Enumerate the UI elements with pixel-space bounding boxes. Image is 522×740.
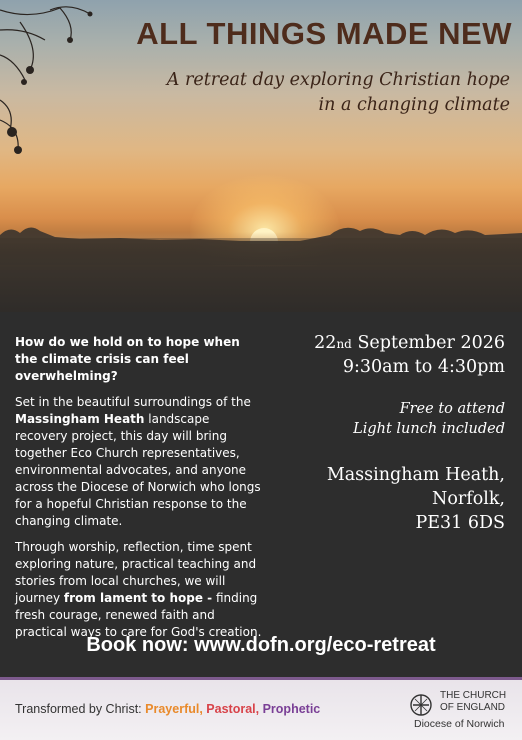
venue-highlight: Massingham Heath [15,412,145,426]
org-line: OF ENGLAND [440,702,506,713]
pricing-info [270,399,505,439]
booking-link[interactable]: Book now: www.dofn.org/eco-retreat [86,634,436,656]
info-panel [0,312,522,677]
tagline-prayerful: Prayerful, [145,702,203,716]
journey-paragraph [15,539,265,641]
description-column [15,334,265,641]
footer [0,677,522,740]
date-day: 22 [314,333,337,353]
diocese-name: Diocese of Norwich [414,718,505,730]
tagline-prefix: Transformed by Christ: [15,702,146,716]
org-line: THE CHURCH [440,690,507,701]
venue-line: PE31 6DS [415,513,505,533]
dark-field [0,238,522,312]
venue-address [270,463,505,535]
text-run: Set in the beautiful surroundings of the [15,395,251,409]
page-subtitle [120,68,510,118]
event-time: 9:30am to 4:30pm [342,357,505,377]
tagline-pastoral: Pastoral, [206,702,260,716]
event-date [270,332,505,356]
text-run: finding fresh courage, renewed faith and practical ways to care for God's creation. [15,591,262,639]
date-month-year: September 2026 [351,333,505,353]
church-cross-icon [410,692,432,718]
tagline-prophetic: Prophetic [262,702,321,716]
text-run: landscape recovery project, this day will bring together Eco Church representatives, environmental advocates, and anyone across the Diocese of Norwich who longs for a hopeful Christian response to the changing climate. [15,412,261,528]
footer-tagline [15,702,320,716]
description-paragraph [15,394,265,530]
org-name [440,690,506,714]
subtitle-line: A retreat day exploring Christian hope [166,70,510,90]
venue-line: Massingham Heath, [326,465,505,485]
text-run: Through worship, reflection, time spent exploring nature, practical teaching and stories from local churches, we will journey [15,540,257,605]
journey-highlight: from lament to hope - [63,591,213,605]
page-title: ALL THINGS MADE NEW [136,16,512,51]
free-label: Free to attend [399,401,505,417]
venue-line: Norfolk, [432,489,505,509]
church-of-england-logo [410,690,515,736]
date-suffix: nd [336,337,352,351]
subtitle-line: in a changing climate [318,95,510,115]
lunch-label: Light lunch included [353,421,505,437]
event-details [270,332,505,535]
lead-question: How do we hold on to hope when the climate crisis can feel overwhelming? [15,335,240,383]
